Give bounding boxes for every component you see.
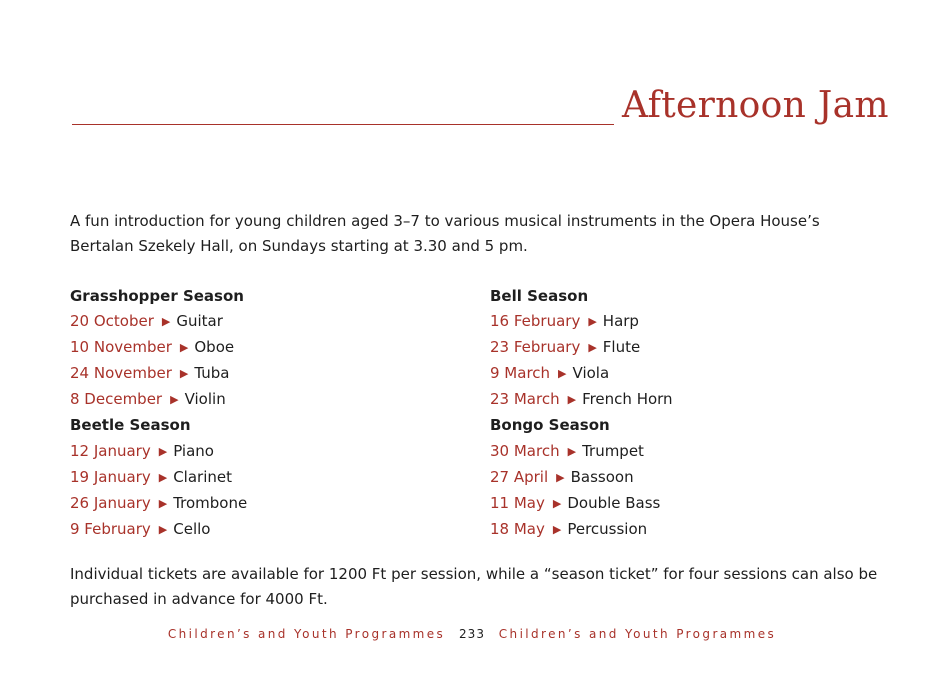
event-instrument: Bassoon [570,467,634,486]
season-title: Beetle Season [70,416,191,435]
event-instrument: Oboe [194,338,235,357]
event-instrument: Tuba [194,364,230,383]
play-arrow-icon: ▶ [552,496,562,510]
event-row [70,517,247,543]
event-instrument: Guitar [176,312,223,331]
event-row [490,361,673,387]
event-row [70,387,247,413]
event-date: 19 January [70,467,151,486]
event-date: 9 February [70,519,151,538]
event-date: 16 February [490,312,581,331]
event-date: 10 November [70,338,172,357]
event-date: 8 December [70,390,163,409]
season-title: Bongo Season [490,416,610,435]
event-date: 24 November [70,364,172,383]
event-instrument: Trumpet [582,441,644,460]
season-title: Grasshopper Season [70,287,244,305]
season-title: Bell Season [490,287,589,305]
event-date: 11 May [490,493,545,512]
event-instrument: Flute [602,338,641,357]
play-arrow-icon: ▶ [158,522,168,536]
event-date: 30 March [490,441,560,460]
title-rule [72,124,614,125]
footer-section-right: Children’s and Youth Programmes [498,627,777,641]
intro-paragraph: A fun introduction for young children aged 3–7 to various musical instruments in the Opera House’s Bertalan Szekely Hall, on Sundays starting at 3.30 and 5 pm. [70,212,820,255]
event-date: 9 March [490,364,551,383]
event-date: 20 October [70,312,154,331]
tickets-paragraph: Individual tickets are available for 1200 Ft per session, while a “season ticket” for four sessions can also be purchased in advance for 4000 Ft. [70,565,878,608]
event-row [490,491,673,517]
event-row [490,517,673,543]
event-date: 27 April [490,467,549,486]
event-instrument: Trombone [173,493,248,512]
play-arrow-icon: ▶ [179,341,189,355]
event-row [70,335,247,361]
event-instrument: Piano [173,441,214,460]
play-arrow-icon: ▶ [161,315,171,329]
event-date: 18 May [490,519,545,538]
play-arrow-icon: ▶ [558,367,567,381]
event-date: 23 February [490,338,581,357]
event-instrument: Clarinet [173,467,232,486]
play-arrow-icon: ▶ [556,470,565,484]
play-arrow-icon: ▶ [588,341,597,355]
play-arrow-icon: ▶ [170,393,179,407]
play-arrow-icon: ▶ [588,315,597,329]
event-row [490,387,673,413]
event-row [490,335,673,361]
schedule-column-right [490,284,673,543]
event-instrument: Percussion [567,519,648,538]
page-number: 233 [459,627,485,641]
event-row [70,491,247,517]
event-row [490,439,673,465]
page-footer [0,627,944,641]
play-arrow-icon: ▶ [567,393,577,407]
play-arrow-icon: ▶ [158,470,168,484]
footer-section-left: Children’s and Youth Programmes [167,627,446,641]
event-date: 23 March [490,390,560,409]
event-instrument: Viola [572,364,610,383]
schedule-column-left [70,284,247,543]
event-instrument: Double Bass [567,493,661,512]
play-arrow-icon: ▶ [567,444,577,458]
event-instrument: Violin [184,390,226,409]
play-arrow-icon: ▶ [552,522,562,536]
event-row [70,465,247,491]
play-arrow-icon: ▶ [158,496,168,510]
page-title: Afternoon Jam [622,85,889,126]
event-instrument: Cello [173,519,211,538]
event-instrument: French Horn [582,390,673,409]
event-date: 26 January [70,493,151,512]
play-arrow-icon: ▶ [158,444,168,458]
play-arrow-icon: ▶ [179,367,189,381]
event-row [490,465,673,491]
event-row [490,309,673,335]
event-row [70,309,247,335]
event-row [70,361,247,387]
event-row [70,439,247,465]
event-instrument: Harp [602,312,639,331]
event-date: 12 January [70,441,151,460]
